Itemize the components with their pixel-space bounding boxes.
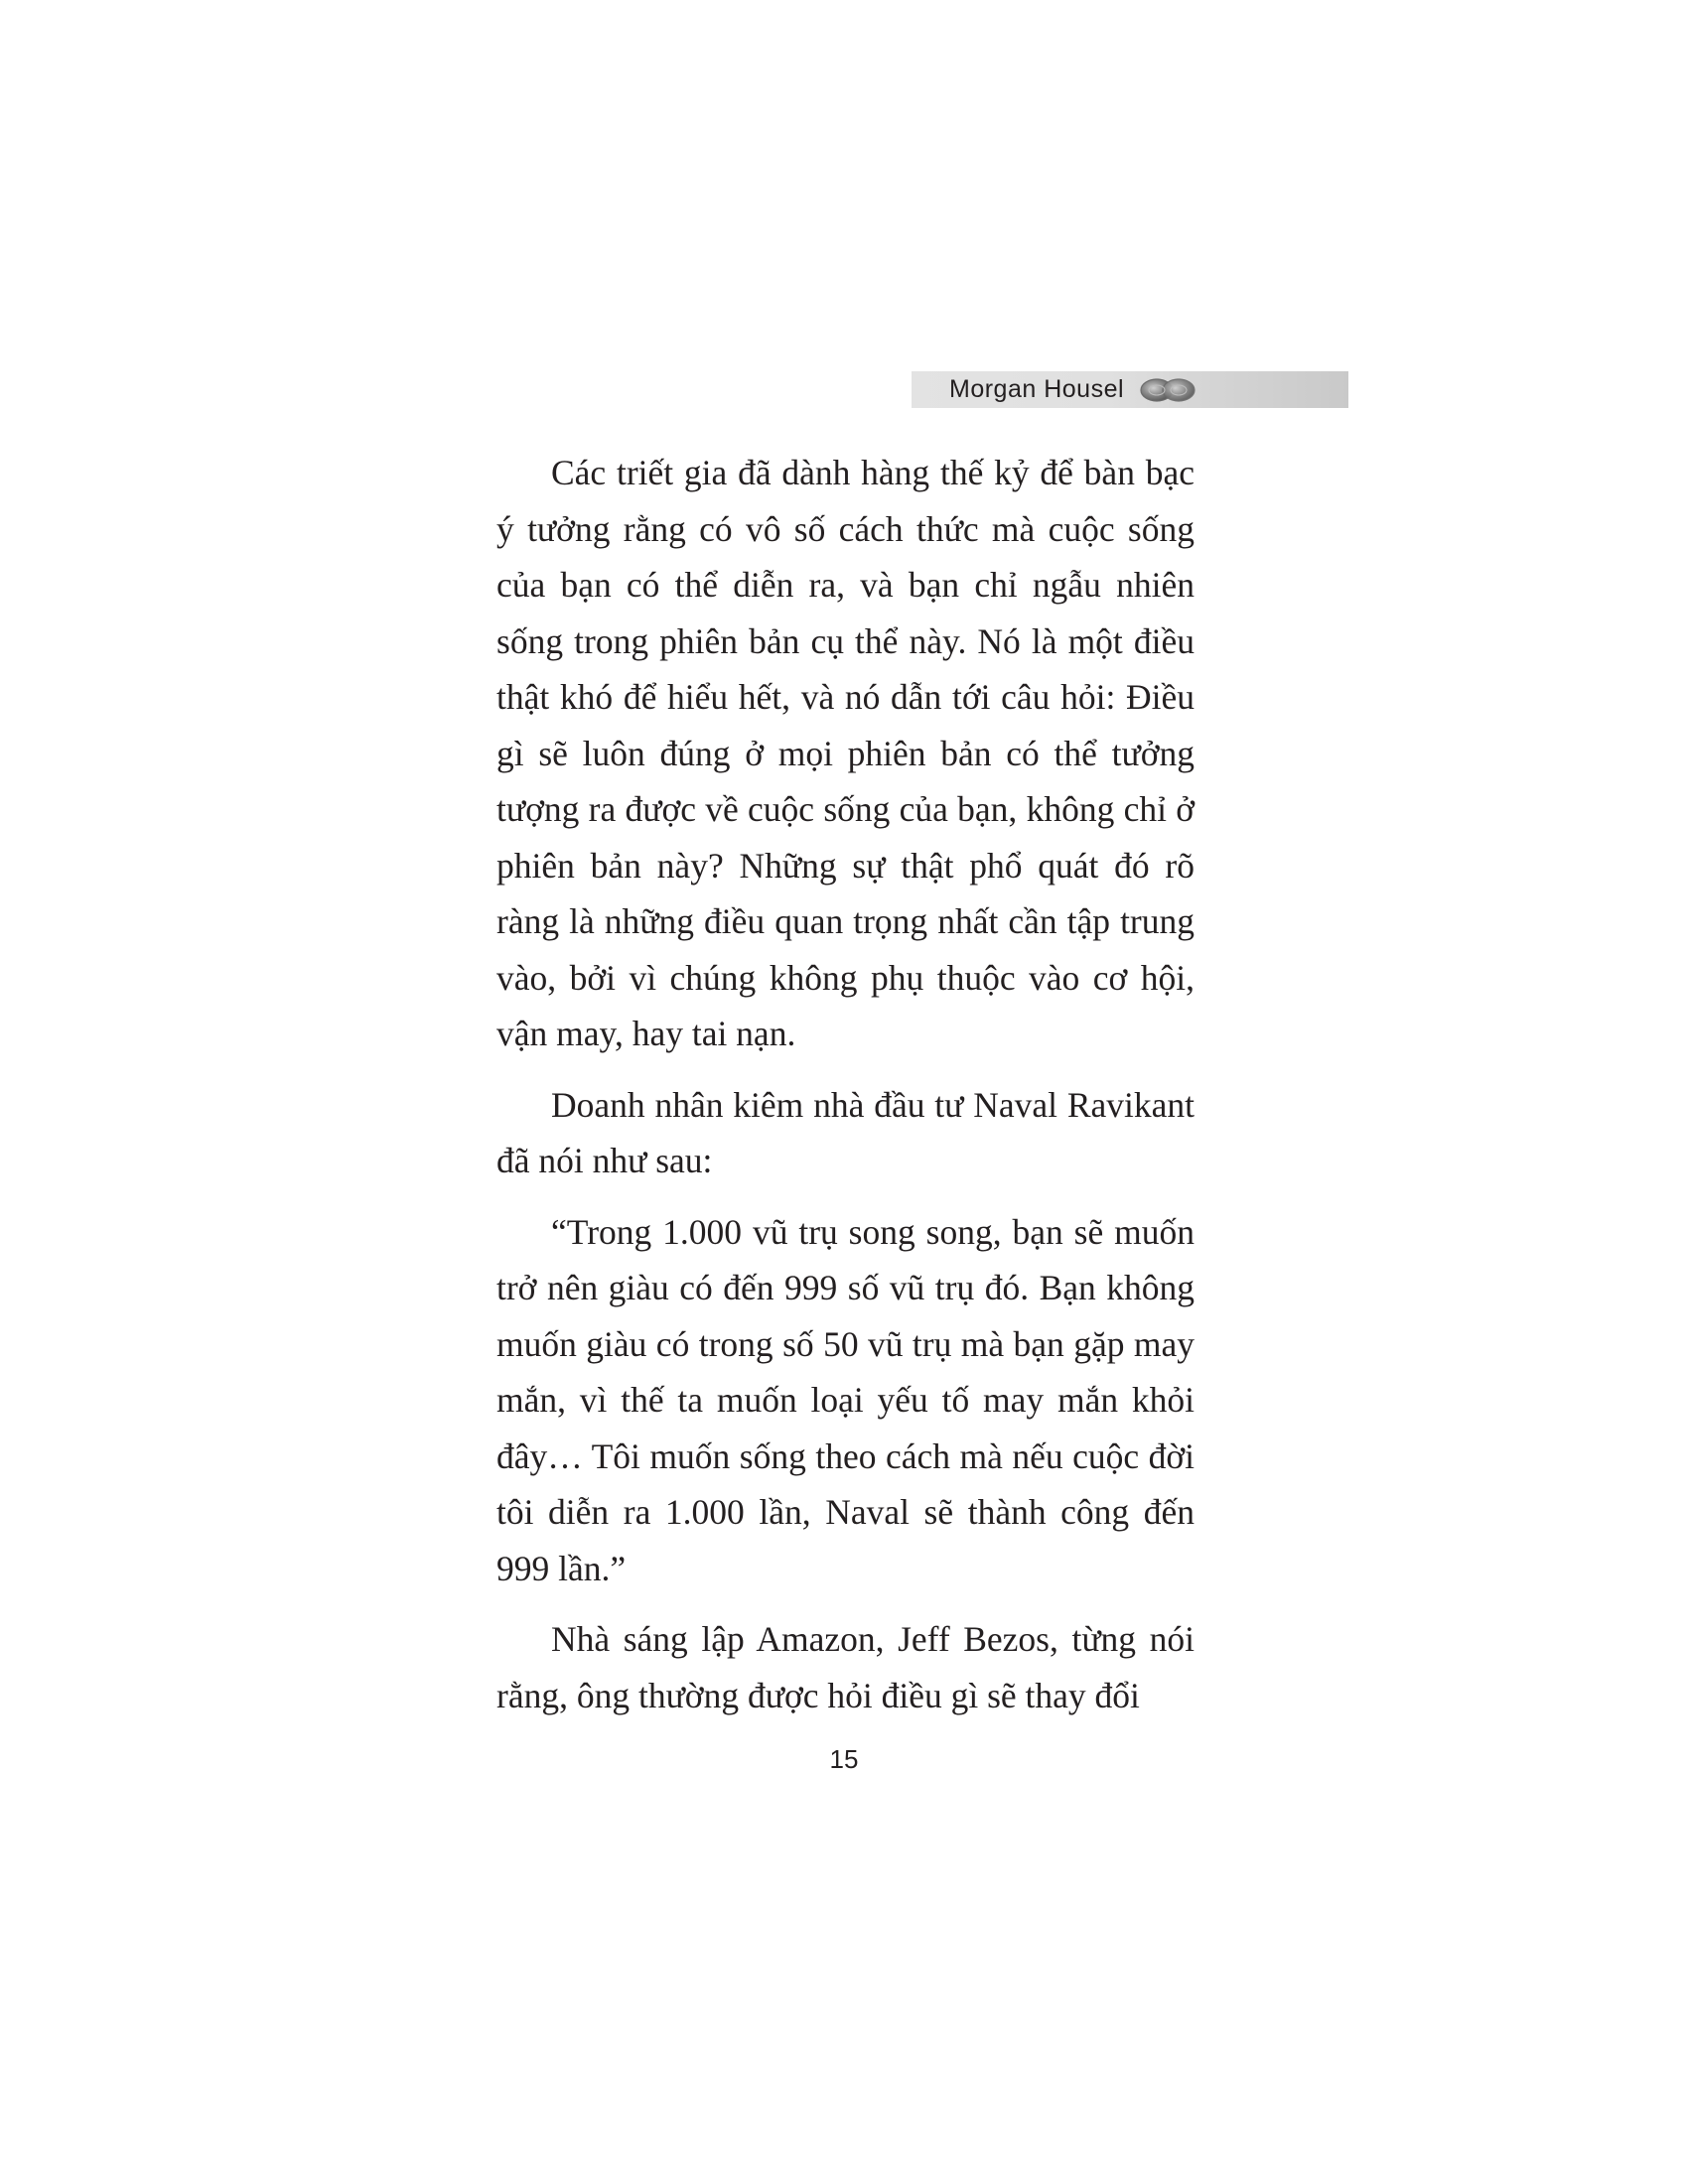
paragraph-naval-quote: “Trong 1.000 vũ trụ song song, bạn sẽ muốn trở nên giàu có đến 999 số vũ trụ đó. Bạn không muốn giàu có trong số 50 vũ trụ mà bạn gặp may mắn, vì thế ta muốn loại yếu tố may mắn khỏi đây… Tôi muốn sống theo cách mà nếu cuộc đời tôi diễn ra 1.000 lần, Naval sẽ thành công đến 999 lần.” bbox=[496, 1211, 1195, 1588]
running-header bbox=[912, 371, 1348, 408]
body-text bbox=[496, 445, 1195, 1723]
running-header-author: Morgan Housel bbox=[949, 375, 1125, 403]
paragraph-naval-intro: Doanh nhân kiêm nhà đầu tư Naval Ravikant đã nói như sau: bbox=[496, 1084, 1195, 1180]
paragraph-bezos: Nhà sáng lập Amazon, Jeff Bezos, từng nói rằng, ông thường được hỏi điều gì sẽ thay đổi bbox=[496, 1619, 1195, 1715]
paragraph-philosophers: Các triết gia đã dành hàng thế kỷ để bàn bạc ý tưởng rằng có vô số cách thức mà cuộc sống của bạn có thể diễn ra, và bạn chỉ ngẫu nhiên sống trong phiên bản cụ thể này. Nó là một điều thật khó để hiểu hết, và nó dẫn tới câu hỏi: Điều gì sẽ luôn đúng ở mọi phiên bản có thể tưởng tượng ra được về cuộc sống của bạn, không chỉ ở phiên bản này? Những sự thật phổ quát đó rõ ràng là những điều quan trọng nhất cần tập trung vào, bởi vì chúng không phụ thuộc vào cơ hội, vận may, hay tai nạn. bbox=[496, 453, 1195, 1053]
double-ellipse-ornament-icon bbox=[1139, 377, 1198, 403]
page-number: 15 bbox=[829, 1744, 859, 1774]
